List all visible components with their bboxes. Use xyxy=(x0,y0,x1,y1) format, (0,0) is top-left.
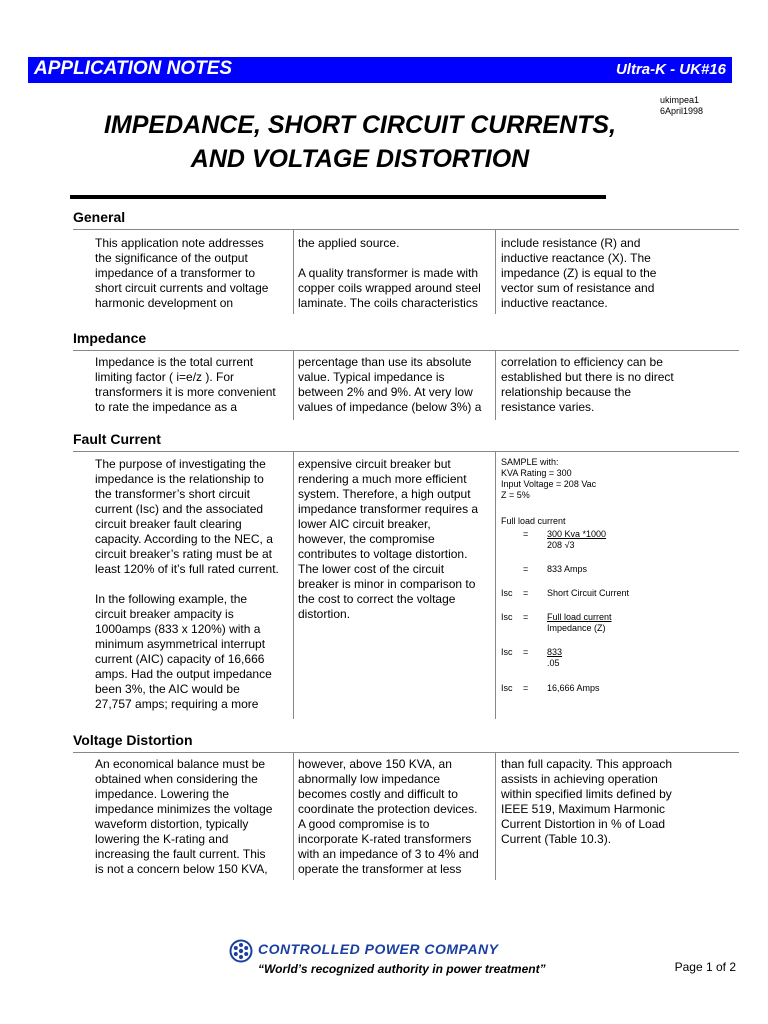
general-col-2: the applied source. A quality transformer is made with copper coils wrapped around steel laminate. The coils characteristics xyxy=(298,236,481,310)
doc-reference xyxy=(660,95,703,117)
section-heading-general: General xyxy=(73,209,126,225)
full-load-result: 833 Amps xyxy=(547,564,588,574)
column-divider xyxy=(293,752,294,880)
company-logo-icon xyxy=(229,939,253,963)
sample-impedance: Z = 5% xyxy=(501,490,530,500)
isc-label: Isc xyxy=(501,683,513,693)
page-number: Page 1 of 2 xyxy=(674,960,736,974)
equals-sign: = xyxy=(523,588,529,598)
column-divider xyxy=(495,752,496,880)
column-divider xyxy=(495,350,496,420)
isc-result: 16,666 Amps xyxy=(547,683,600,693)
section-divider-impedance xyxy=(73,350,739,351)
general-col-1: This application note addresses the significance of the output impedance of a transformer to short circuit currents and voltage harmonic development on xyxy=(95,236,269,310)
page-title xyxy=(60,108,660,176)
section-heading-voltage-distortion: Voltage Distortion xyxy=(73,732,193,748)
fault-current-col-2: expensive circuit breaker but rendering a much more efficient system. Therefore, a high output impedance transformer requires a lower AIC circuit breaker, however, the compromise contributes to voltage distortion. The lower cost of the circuit breaker is minor in comparison to the cost to correct the voltage distortion. xyxy=(298,457,479,621)
sample-heading: SAMPLE with: xyxy=(501,457,559,467)
impedance-col-2: percentage than use its absolute value. Typical impedance is between 2% and 9%. At very low values of impedance (below 3%) a xyxy=(298,355,482,414)
column-divider xyxy=(495,451,496,719)
fraction-numerator: 833 xyxy=(547,647,563,657)
equals-sign: = xyxy=(523,564,529,574)
doc-date: 6April1998 xyxy=(660,106,704,116)
equals-sign: = xyxy=(523,683,529,693)
company-tagline: “World’s recognized authority in power treatment” xyxy=(258,962,546,976)
sample-voltage: Input Voltage = 208 Vac xyxy=(501,479,597,489)
title-rule xyxy=(70,195,606,199)
equals-sign: = xyxy=(523,529,529,539)
voltage-distortion-col-1: An economical balance must be obtained when considering the impedance. Lowering the impedance minimizes the voltage waveform distortion, typically lowering the K-rating and increasing the fault current. This is not a concern below 150 KVA, xyxy=(95,757,273,876)
fraction-numerator: Full load current xyxy=(547,612,612,622)
company-logo xyxy=(226,938,546,982)
header-banner xyxy=(28,57,732,83)
equals-sign: = xyxy=(523,647,529,657)
company-name: CONTROLLED POWER COMPANY xyxy=(258,941,499,957)
banner-title: APPLICATION NOTES xyxy=(34,58,233,79)
column-divider xyxy=(293,229,294,314)
impedance-col-1: Impedance is the total current limiting factor ( i=e/z ). For transformers it is more convenient to rate the impedance as a xyxy=(95,355,276,414)
isc-definition: Short Circuit Current xyxy=(547,588,630,598)
fraction-denominator: .05 xyxy=(547,658,560,668)
section-divider-voltage-distortion xyxy=(73,752,739,753)
isc-label: Isc xyxy=(501,588,513,598)
section-divider-fault-current xyxy=(73,451,739,452)
isc-label: Isc xyxy=(501,647,513,657)
section-heading-fault-current: Fault Current xyxy=(73,431,161,447)
fraction-numerator: 300 Kva *1000 xyxy=(547,529,607,539)
isc-label: Isc xyxy=(501,612,513,622)
general-col-3: include resistance (R) and inductive reactance (X). The impedance (Z) is equal to the vector sum of resistance and inductive reactance. xyxy=(501,236,657,310)
column-divider xyxy=(495,229,496,314)
fraction-denominator: Impedance (Z) xyxy=(547,623,606,633)
sample-kva: KVA Rating = 300 xyxy=(501,468,572,478)
impedance-col-3: correlation to efficiency can be established but there is no direct relationship because the resistance varies. xyxy=(501,355,674,414)
fraction-denominator: 208 √3 xyxy=(547,540,575,550)
full-load-current-label: Full load current xyxy=(501,516,566,526)
voltage-distortion-col-3: than full capacity. This approach assists in achieving operation within specified limits defined by IEEE 519, Maximum Harmonic Current Distortion in % of Load Current (Table 10.3). xyxy=(501,757,672,846)
equals-sign: = xyxy=(523,612,529,622)
title-line-2: AND VOLTAGE DISTORTION xyxy=(190,145,530,173)
section-heading-impedance: Impedance xyxy=(73,330,147,346)
doc-id: ukimpea1 xyxy=(660,95,700,105)
column-divider xyxy=(293,451,294,719)
fault-current-col-1: The purpose of investigating the impedance is the relationship to the transformer’s short circuit current (Isc) and the associated circuit breaker fault clearing capacity. According to the NEC, a circuit breaker’s rating must be at least 120% of it’s full rated current. In the following example, the circuit breaker ampacity is 1000amps (833 x 120%) with a minimum asymmetrical interrupt current (AIC) capacity of 16,666 amps. Had the output impedance been 3%, the AIC would be 27,757 amps; requiring a more xyxy=(95,457,279,711)
voltage-distortion-col-2: however, above 150 KVA, an abnormally low impedance becomes costly and difficult to coordinate the protection devices. A good compromise is to incorporate K-rated transformers with an impedance of 3 to 4% and operate the transformer at less xyxy=(298,757,479,876)
title-line-1: IMPEDANCE, SHORT CIRCUIT CURRENTS, xyxy=(103,111,617,139)
banner-doc-code: Ultra-K - UK#16 xyxy=(615,61,726,78)
column-divider xyxy=(293,350,294,420)
section-divider-general xyxy=(73,229,739,230)
